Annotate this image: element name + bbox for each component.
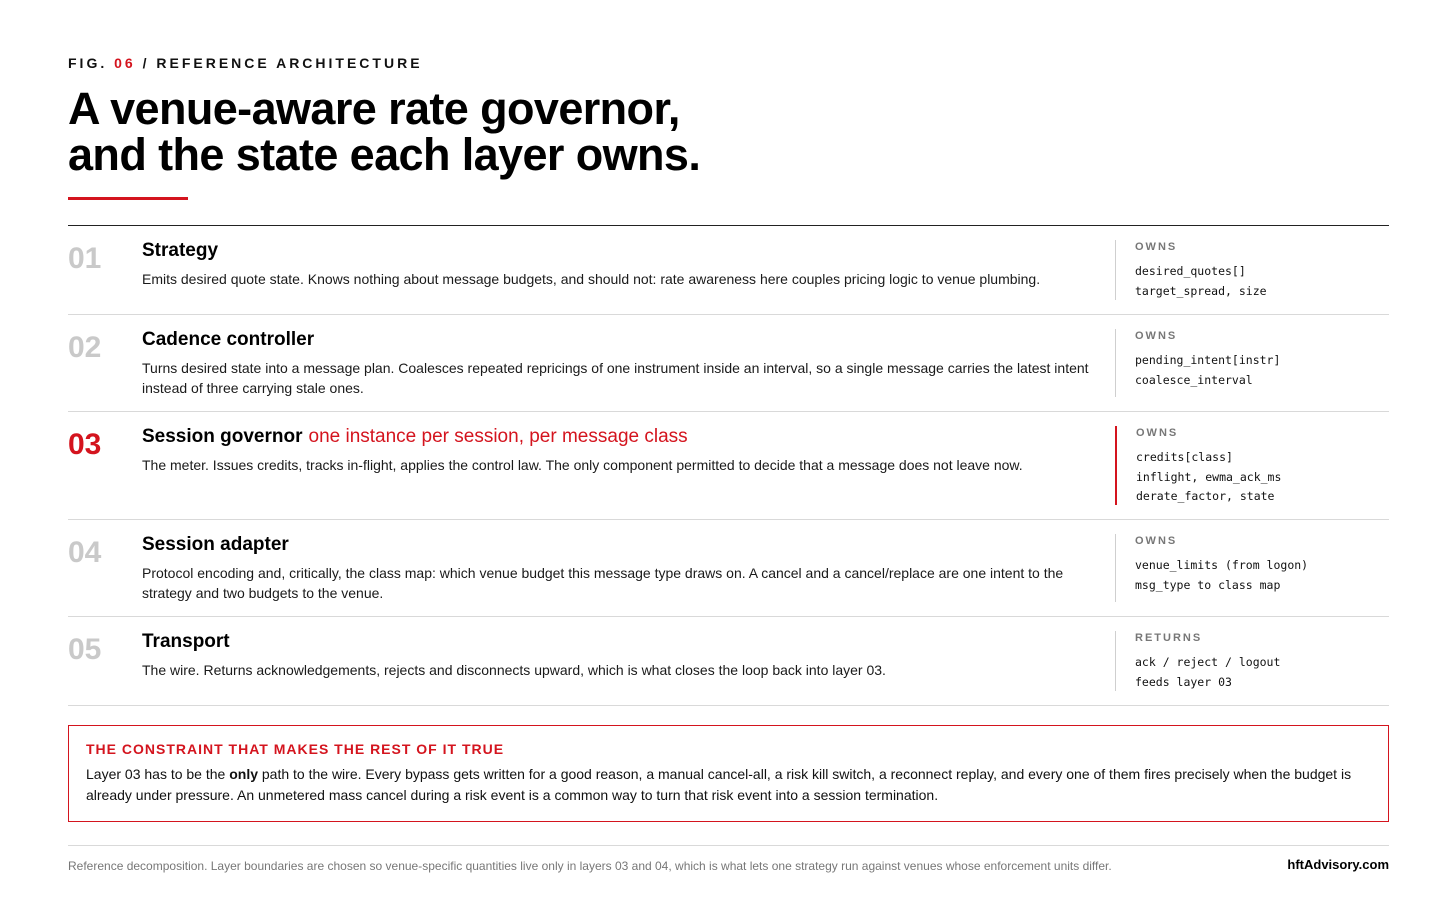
returns-item: ack / reject / logout [1135,655,1281,669]
owns-item: pending_intent[instr] [1135,353,1281,367]
layer-row-strategy [68,226,1389,315]
layer-body [142,631,1102,680]
layer-name-text: Session governor [142,426,303,447]
footer-note: Reference decomposition. Layer boundaries are chosen so venue-specific quantities live only in layers 03 and 04, which is what lets one strategy run against venues whose enforcement units differ. [68,859,1112,873]
callout-body-emphasis: only [229,766,258,782]
layer-number: 02 [68,331,102,364]
layer-row-session-adapter [68,520,1389,617]
layer-stack [68,226,1389,706]
owns-item: target_spread, size [1135,283,1267,298]
layer-name [142,329,1102,351]
title-line-1: A venue-aware rate governor, [68,83,680,134]
owns-label: OWNS [1136,427,1179,439]
layer-number: 05 [68,633,102,666]
layer-body [142,329,1102,398]
layer-description: Protocol encoding and, critically, the class map: which venue budget this message type draws on. A cancel and a cancel/replace are one intent to the strategy and two budgets to the venue. [142,565,1064,601]
owns-list [1135,351,1385,390]
layer-name-text: Cadence controller [142,329,315,350]
owns-label: OWNS [1135,330,1178,342]
layer-description: The meter. Issues credits, tracks in-flight, applies the control law. The only component permitted to decide that a message does not leave now. [142,457,1023,473]
layer-owns-panel [1115,426,1386,505]
layer-name-text: Session adapter [142,534,289,555]
footer-rule [68,845,1389,846]
layer-row-session-governor [68,412,1389,520]
figure-prefix: FIG. [68,55,108,71]
layer-body [142,426,1102,475]
returns-item: feeds layer 03 [1135,674,1232,689]
layer-row-transport [68,617,1389,706]
page-title [68,83,701,180]
layer-name-text: Transport [142,631,230,652]
layer-name [142,631,1102,653]
layer-description: Turns desired state into a message plan. Coalesces repeated repricings of one instrument inside an interval, so a single message carries the latest intent instead of three carrying stale ones. [142,360,1089,396]
owns-list [1136,448,1386,507]
layer-name [142,426,1102,448]
returns-label: RETURNS [1135,632,1203,644]
owns-item: venue_limits (from logon) [1135,558,1309,572]
owns-list [1135,556,1385,595]
figure-caption: / REFERENCE ARCHITECTURE [142,55,423,71]
callout-title: THE CONSTRAINT THAT MAKES THE REST OF IT TRUE [86,741,505,757]
callout-body-start: Layer 03 has to be the [86,766,230,782]
figure-label [68,55,423,71]
layer-description: The wire. Returns acknowledgements, rejects and disconnects upward, which is what closes the loop back into layer 03. [142,662,886,678]
title-line-2: and the state each layer owns. [68,129,701,180]
owns-item: derate_factor, state [1136,489,1275,503]
owns-item: coalesce_interval [1135,372,1253,387]
owns-label: OWNS [1135,241,1178,253]
layer-returns-panel [1115,631,1385,691]
layer-row-cadence-controller [68,315,1389,412]
title-accent-rule [68,197,188,200]
owns-item: inflight, ewma_ack_ms [1136,469,1282,484]
figure-number: 06 [114,55,136,71]
layer-name [142,240,1102,262]
layer-highlight-note: one instance per session, per message class [308,426,688,447]
layer-number: 03 [68,428,102,461]
layer-number: 04 [68,536,102,569]
owns-item: msg_type to class map [1135,577,1281,592]
layer-description: Emits desired quote state. Knows nothing about message budgets, and should not: rate awareness here couples pricing logic to venue plumbing. [142,271,1041,287]
owns-item: credits[class] [1136,450,1233,464]
layer-owns-panel [1115,329,1385,397]
layer-body [142,534,1102,603]
layer-number: 01 [68,242,102,275]
layer-name-text: Strategy [142,240,219,261]
owns-label: OWNS [1135,535,1178,547]
callout-body [86,764,1361,806]
layer-owns-panel [1115,240,1385,300]
constraint-callout [68,725,1389,822]
layer-owns-panel [1115,534,1385,602]
owns-item: desired_quotes[] [1135,264,1246,278]
returns-list [1135,653,1385,692]
callout-body-rest: path to the wire. Every bypass gets written for a good reason, a manual cancel-all, a risk kill switch, a reconnect replay, and every one of them fires precisely when the budget is already under pressure. An unmetered mass cancel during a risk event is a common way to turn that risk event into a session termination. [86,766,1352,803]
layer-body [142,240,1102,289]
brand-name: hftAdvisory.com [1287,857,1389,872]
layer-name [142,534,1102,556]
owns-list [1135,262,1385,301]
